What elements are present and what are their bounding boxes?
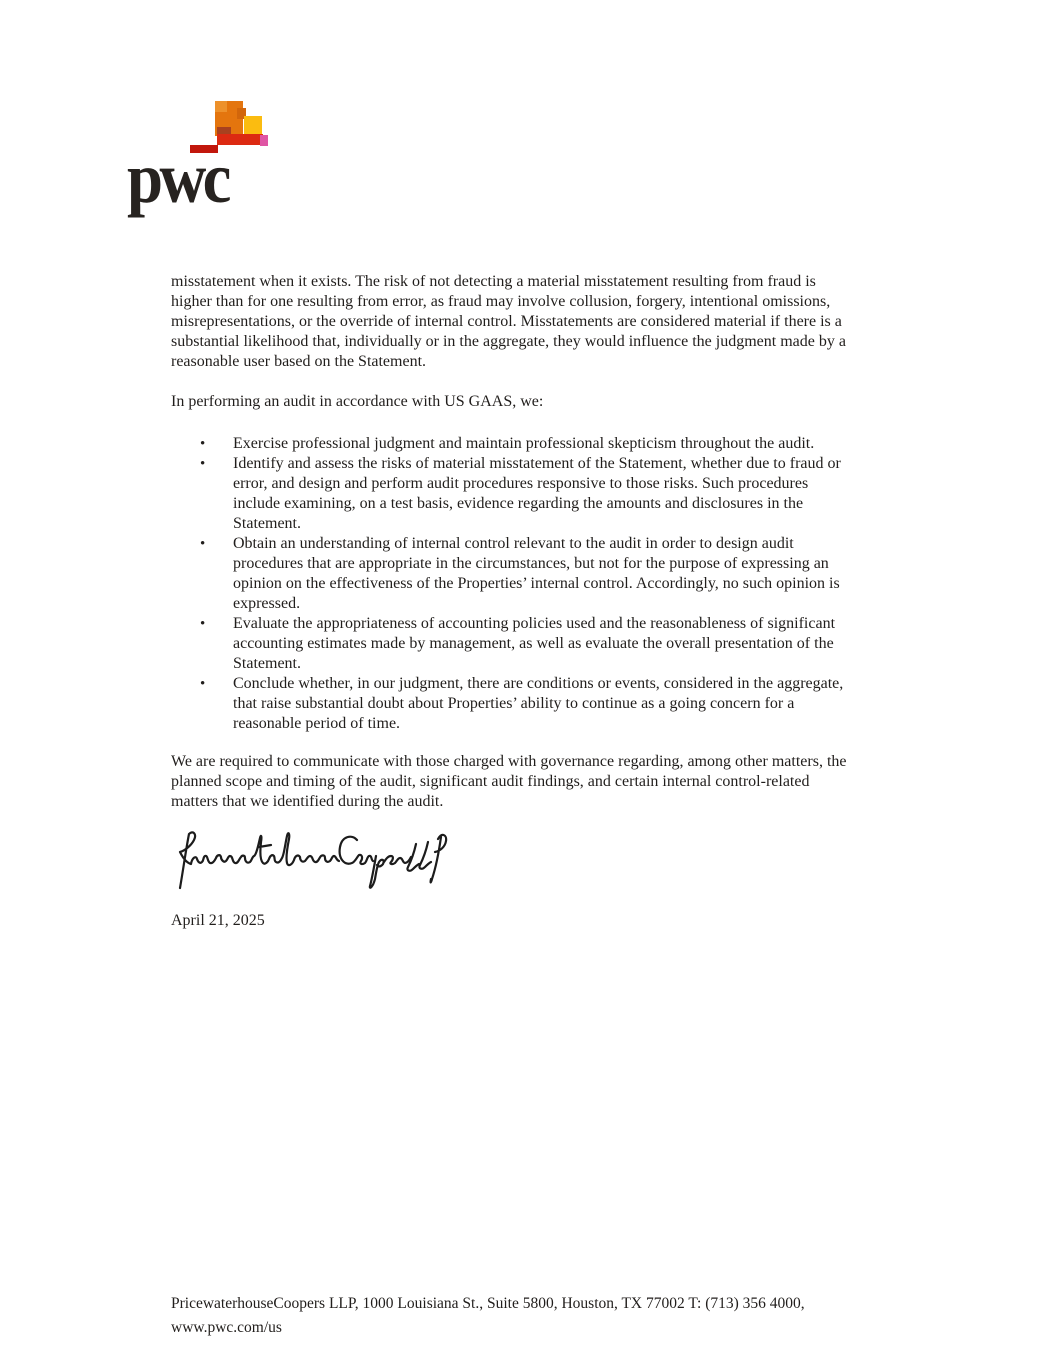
list-item-exercise-judgment	[233, 434, 1006, 454]
text-line: Statement.	[233, 515, 301, 532]
text-line: misstatement when it exists. The risk of not detecting a material misstatement resulting from fraud is	[171, 273, 816, 290]
text-line: error, and design and perform audit procedures responsive to those risks. Such procedures	[233, 475, 809, 492]
footer-address: PricewaterhouseCoopers LLP, 1000 Louisiana St., Suite 5800, Houston, TX 77002 T: (713) 356 4000,	[171, 1295, 805, 1312]
list-item-identify-risks	[233, 454, 1006, 534]
logo-block-yellow	[244, 116, 262, 136]
letter-body	[171, 272, 1006, 832]
text-line: matters that we identified during the audit.	[171, 793, 444, 810]
text-line: include examining, on a test basis, evidence regarding the amounts and disclosures in the	[233, 495, 804, 512]
text-line: • Exercise professional judgment and maintain professional skepticism throughout the audit.	[233, 435, 815, 452]
logo-block-orange-light	[215, 101, 227, 112]
text-line: We are required to communicate with those charged with governance regarding, among other matters, the	[171, 753, 847, 770]
signature-stroke	[180, 832, 446, 888]
text-line: higher than for one resulting from error, as fraud may involve collusion, forgery, intentional omissions,	[171, 293, 831, 310]
logo-block-pink	[260, 135, 268, 146]
text-line: substantial likelihood that, individually or in the aggregate, they would influence the judgment made by a	[171, 333, 846, 350]
text-line: • Obtain an understanding of internal control relevant to the audit in order to design audit	[233, 535, 794, 552]
text-line: expressed.	[233, 595, 301, 612]
letter-date: April 21, 2025	[171, 912, 265, 929]
text-line: • Evaluate the appropriateness of accounting policies used and the reasonableness of significant	[233, 615, 836, 632]
paragraph-misstatement-risk	[171, 272, 1006, 372]
paragraph-governance-communication	[171, 752, 1006, 812]
pwc-wordmark: pwc	[127, 138, 228, 218]
paragraph-gaas-intro: In performing an audit in accordance with US GAAS, we:	[171, 393, 544, 410]
text-line: • Identify and assess the risks of material misstatement of the Statement, whether due to fraud or	[233, 455, 841, 472]
list-item-conclude-going-concern	[233, 674, 1006, 734]
text-line: procedures that are appropriate in the circumstances, but not for the purpose of expressing an	[233, 555, 829, 572]
text-line: reasonable period of time.	[233, 715, 401, 732]
footer	[171, 1292, 805, 1340]
text-line: • Conclude whether, in our judgment, there are conditions or events, considered in the aggregate,	[233, 675, 844, 692]
list-item-obtain-understanding	[233, 534, 1006, 614]
text-line: misrepresentations, or the override of internal control. Misstatements are considered material if there is a	[171, 313, 842, 330]
footer-website: www.pwc.com/us	[171, 1319, 282, 1336]
text-line: opinion on the effectiveness of the Properties’ internal control. Accordingly, no such opinion is	[233, 575, 840, 592]
text-line: reasonable user based on the Statement.	[171, 353, 427, 370]
text-line: that raise substantial doubt about Properties’ ability to continue as a going concern for a	[233, 695, 795, 712]
text-line: planned scope and timing of the audit, significant audit findings, and certain internal control-related	[171, 773, 810, 790]
audit-procedures-list	[171, 434, 1006, 734]
signature-image	[176, 827, 448, 893]
list-item-evaluate-policies	[233, 614, 1006, 674]
text-line: accounting estimates made by management, as well as evaluate the overall presentation of the	[233, 635, 834, 652]
text-line: Statement.	[233, 655, 301, 672]
